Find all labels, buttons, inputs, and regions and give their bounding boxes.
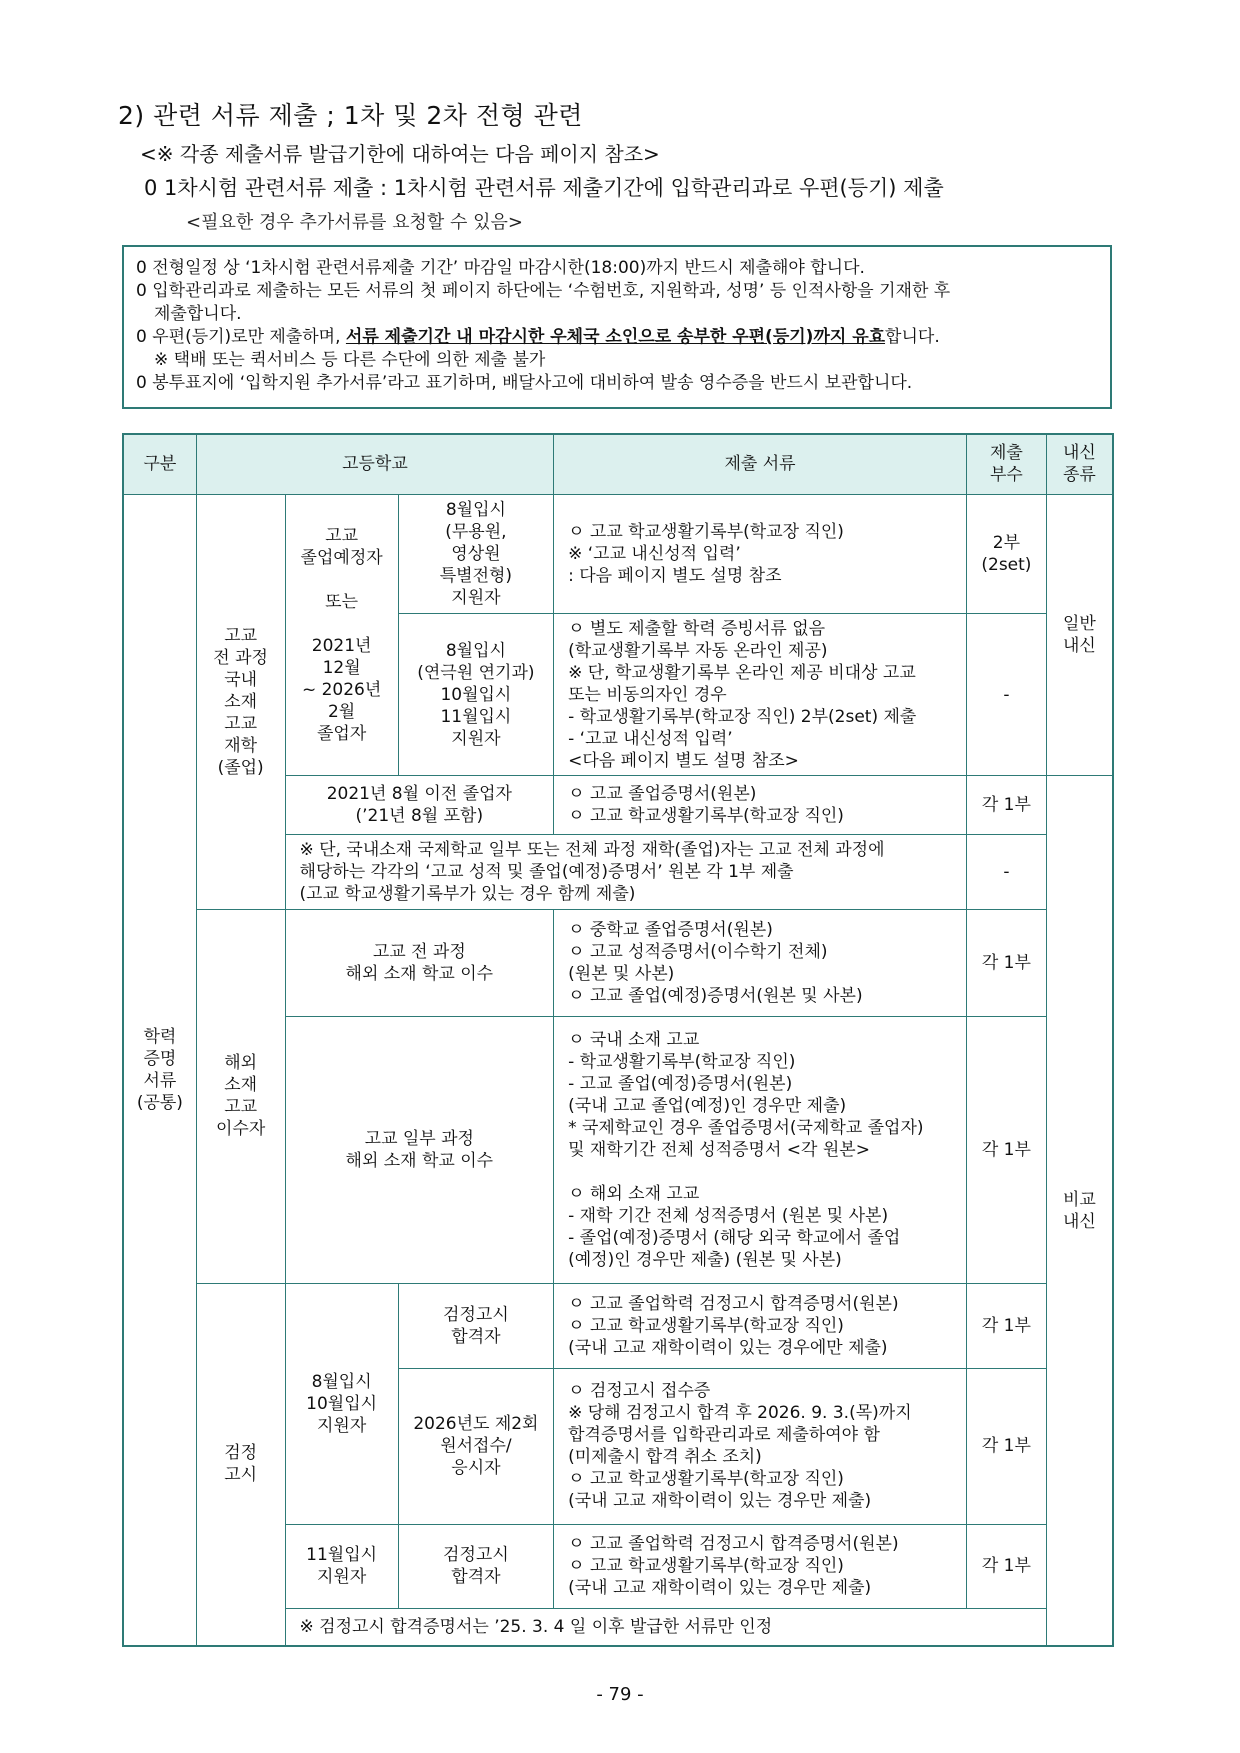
notice-text: 0 우편(등기)로만 제출하며, <box>136 327 346 347</box>
docs-cell: ㅇ 별도 제출할 학력 증빙서류 없음 (학교생활기록부 자동 온라인 제공) ※ 단, 학교생활기록부 온라인 제공 비대상 고교 또는 비동의자인 경우 - 학교생활기록부(학교장 직인) 2부(2set) 제출 - ‘고교 내신성적 입력’ <다음 페이지 별도 설명 참조> <box>554 613 967 776</box>
copies-cell: 각 1부 <box>966 776 1046 835</box>
group-overseas: 해외 소재 고교 이수자 <box>196 909 285 1283</box>
notice-line: 0 전형일정 상 ‘1차시험 관련서류제출 기간’ 마감일 마감시한(18:00)까지 반드시 제출해야 합니다. <box>136 258 865 278</box>
group-ged: 검정 고시 <box>196 1283 285 1646</box>
school-cell: 고교 일부 과정 해외 소재 학교 이수 <box>285 1017 554 1284</box>
qualification-cell: 검정고시 합격자 <box>398 1524 553 1608</box>
copies-cell: - <box>966 613 1046 776</box>
copies-cell: 각 1부 <box>966 1524 1046 1608</box>
subheading: 0 1차시험 관련서류 제출 : 1차시험 관련서류 제출기간에 입학관리과로 우편(등기) 제출 <box>144 176 944 200</box>
header-category: 구분 <box>123 434 196 494</box>
school-cell: 고교 졸업예정자 또는 2021년 12월 ~ 2026년 2월 졸업자 <box>285 494 398 776</box>
docs-cell: ㅇ 고교 졸업증명서(원본) ㅇ 고교 학교생활기록부(학교장 직인) <box>554 776 967 835</box>
notice-emphasis: 서류 제출기간 내 마감시한 우체국 소인으로 송부한 우편(등기)까지 유효 <box>345 327 886 347</box>
table-row <box>123 1283 1113 1368</box>
qualification-cell: 검정고시 합격자 <box>398 1283 553 1368</box>
docs-cell: ㅇ 국내 소재 고교 - 학교생활기록부(학교장 직인) - 고교 졸업(예정)증명서(원본) (국내 고교 졸업(예정)인 경우만 제출) * 국제학교인 경우 졸업증명서(국제학교 졸업자) 및 재학기간 전체 성적증명서 <각 원본> ㅇ 해외 소재 고교 - 재학 기간 전체 성적증명서 (원본 및 사본) - 졸업(예정)증명서 (해당 외국 학교에서 졸업 (예정)인 경우만 제출) (원본 및 사본) <box>554 1017 967 1284</box>
notice-line: ※ 택배 또는 퀵서비스 등 다른 수단에 의한 제출 불가 <box>154 350 546 370</box>
copies-cell: 각 1부 <box>966 1369 1046 1525</box>
copies-cell: 2부 (2set) <box>966 494 1046 613</box>
notice-line: 0 봉투표지에 ‘입학지원 추가서류’라고 표기하며, 배달사고에 대비하여 발송 영수증을 반드시 보관합니다. <box>136 373 913 393</box>
header-docs: 제출 서류 <box>554 434 967 494</box>
docs-cell: ㅇ 검정고시 접수증 ※ 당해 검정고시 합격 후 2026. 9. 3.(목)까지 합격증명서를 입학관리과로 제출하여야 함 (미제출시 합격 취소 조치) ㅇ 고교 학교생활기록부(학교장 직인) (국내 고교 재학이력이 있는 경우만 제출) <box>554 1369 967 1525</box>
notice-line <box>136 326 1100 349</box>
page-number: - 79 - <box>596 1684 644 1705</box>
table-header-row <box>123 434 1113 494</box>
sub-note: <필요한 경우 추가서류를 요청할 수 있음> <box>186 212 523 233</box>
copies-cell: 각 1부 <box>966 1017 1046 1284</box>
copies-cell: 각 1부 <box>966 909 1046 1016</box>
school-cell: 2021년 8월 이전 졸업자 (’21년 8월 포함) <box>285 776 554 835</box>
applicant-cell: 8월입시 (연극원 연기과) 10월입시 11월입시 지원자 <box>398 613 553 776</box>
notice-line: 0 입학관리과로 제출하는 모든 서류의 첫 페이지 하단에는 ‘수험번호, 지원학과, 성명’ 등 인적사항을 기재한 후 <box>136 281 951 301</box>
notice-text: 합니다. <box>885 327 940 347</box>
qualification-cell: 2026년도 제2회 원서접수/ 응시자 <box>398 1369 553 1525</box>
applicant-cell: 8월입시 (무용원, 영상원 특별전형) 지원자 <box>398 494 553 613</box>
copies-cell: 각 1부 <box>966 1283 1046 1368</box>
header-copies: 제출 부수 <box>966 434 1046 494</box>
docs-cell: ㅇ 중학교 졸업증명서(원본) ㅇ 고교 성적증명서(이수학기 전체) (원본 및 사본) ㅇ 고교 졸업(예정)증명서(원본 및 사본) <box>554 909 967 1016</box>
section-heading: 2) 관련 서류 제출 ; 1차 및 2차 전형 관련 <box>118 101 583 130</box>
applicant-cell: 11월입시 지원자 <box>285 1524 398 1608</box>
header-grade-type: 내신 종류 <box>1046 434 1113 494</box>
notice-line: 제출합니다. <box>154 304 242 324</box>
table-row <box>123 909 1113 1016</box>
reference-note: <※ 각종 제출서류 발급기한에 대하여는 다음 페이지 참조> <box>140 142 660 166</box>
docs-cell: ㅇ 고교 졸업학력 검정고시 합격증명서(원본) ㅇ 고교 학교생활기록부(학교장 직인) (국내 고교 재학이력이 있는 경우만 제출) <box>554 1524 967 1608</box>
category-common: 학력 증명 서류 (공통) <box>123 494 196 1646</box>
documents-table <box>122 433 1114 1647</box>
note-cell: ※ 검정고시 합격증명서는 ’25. 3. 4 일 이후 발급한 서류만 인정 <box>285 1608 1046 1646</box>
docs-cell: ㅇ 고교 학교생활기록부(학교장 직인) ※ ‘고교 내신성적 입력’ : 다음 페이지 별도 설명 참조 <box>554 494 967 613</box>
grade-type-cell: 비교 내신 <box>1046 776 1113 1646</box>
note-cell: ※ 단, 국내소재 국제학교 일부 또는 전체 과정 재학(졸업)자는 고교 전체 과정에 해당하는 각각의 ‘고교 성적 및 졸업(예정)증명서’ 원본 각 1부 제출 (고교 학교생활기록부가 있는 경우 함께 제출) <box>285 835 966 910</box>
school-cell: 고교 전 과정 해외 소재 학교 이수 <box>285 909 554 1016</box>
grade-type-cell: 일반 내신 <box>1046 494 1113 776</box>
docs-cell: ㅇ 고교 졸업학력 검정고시 합격증명서(원본) ㅇ 고교 학교생활기록부(학교장 직인) (국내 고교 재학이력이 있는 경우에만 제출) <box>554 1283 967 1368</box>
group-domestic: 고교 전 과정 국내 소재 고교 재학 (졸업) <box>196 494 285 909</box>
notice-box <box>122 245 1112 409</box>
applicant-cell: 8월입시 10월입시 지원자 <box>285 1283 398 1524</box>
table-row <box>123 494 1113 613</box>
header-school: 고등학교 <box>196 434 553 494</box>
copies-cell: - <box>966 835 1046 910</box>
